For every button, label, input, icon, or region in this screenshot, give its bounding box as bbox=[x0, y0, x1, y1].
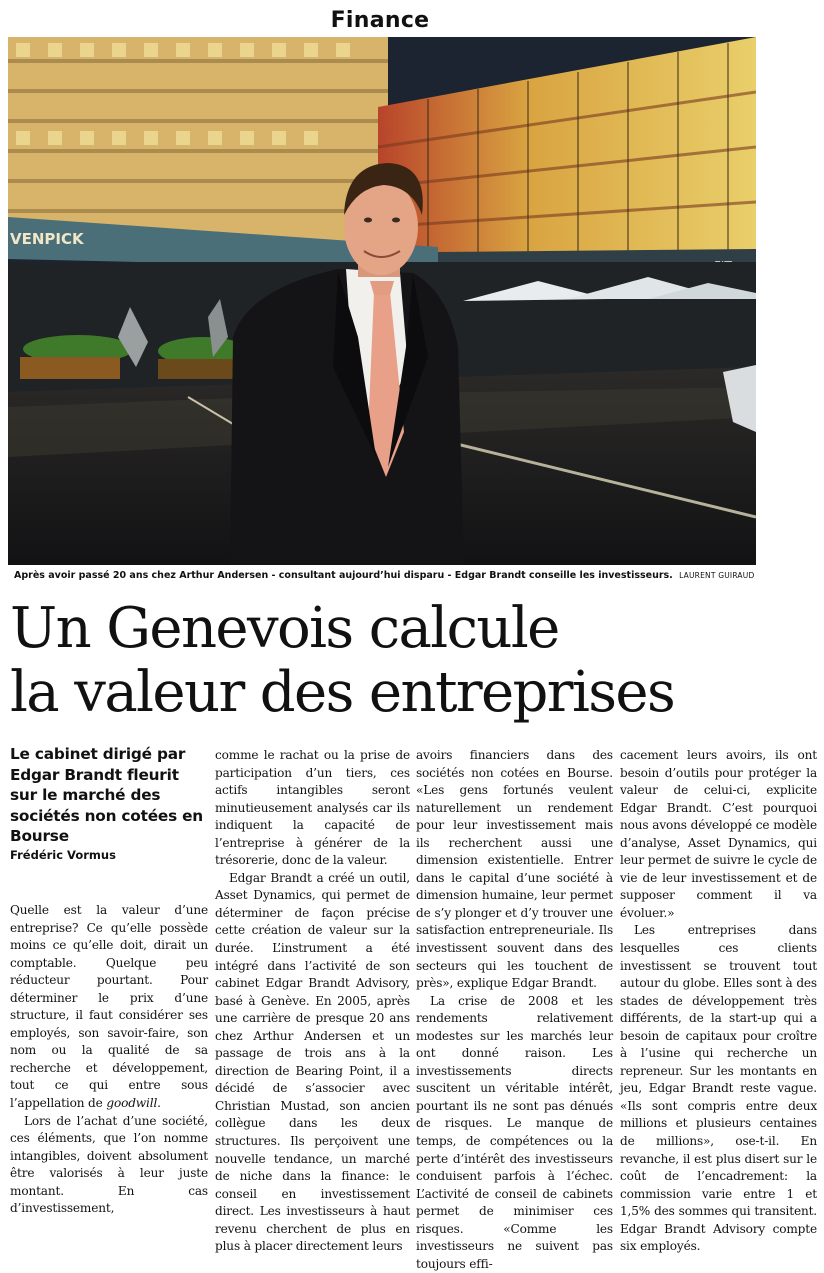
headline-line-1: Un Genevois calcule bbox=[10, 596, 559, 661]
paragraph: cacement leurs avoirs, ils ont besoin d’outils pour protéger la valeur de celui-ci, explicite Edgar Brandt. C’est pourquoi nous avons développé ce modèle d’analyse, Asset Dynamics, qui leur permet de suivre le cycle de vie de leur investissement et de supposer comment il va évoluer.» bbox=[620, 748, 817, 920]
paragraph: Edgar Brandt a créé un outil, Asset Dynamics, qui permet de déterminer de façon précise cette création de valeur sur la durée. L’instrument a été intégré dans l’activité de son cabinet Edgar Brandt Advisory, basé à Genève. En 2005, après une carrière de presque 20 ans chez Arthur Andersen et un passage de trois ans à la direction de Bearing Point, il a décidé de s’associer avec Christian Mustad, son ancien collègue dans les deux structures. Ils perçoivent une nouvelle tendance, un marché de niche dans la finance: le conseil en investissement direct. Les investisseurs à haut revenu cherchent de plus en plus à placer directement leurs bbox=[215, 870, 410, 1254]
paragraph: comme le rachat ou la prise de participation d’un tiers, ces actifs intangibles seront minutieusement analysés car ils indiquent la capacité de l’entreprise à générer de la trésorerie, donc de la valeur. bbox=[215, 748, 410, 868]
article-column-3 bbox=[416, 747, 613, 1273]
headline-line-2: la valeur des entreprises bbox=[10, 660, 675, 725]
emphasis-term: goodwill bbox=[106, 1096, 158, 1111]
photo-man-in-front-of-hotel-icon bbox=[8, 37, 756, 565]
article-column-1 bbox=[10, 902, 208, 1218]
deck: Le cabinet dirigé par Edgar Brandt fleurit sur le marché des sociétés non cotées en Bourse bbox=[10, 745, 203, 845]
article-column-2 bbox=[215, 747, 410, 1256]
paragraph: La crise de 2008 et les rendements relativement modestes sur les marchés leur ont donné raison. Les investissements directs suscitent un véritable intérêt, pourtant ils ne sont pas dénués de risques. Le manque de temps, de compétences ou la perte d’intérêt des investisseurs conduisent parfois à l’échec. L’activité de conseil de cabinets permet de minimiser ces risques. «Comme les investisseurs ne suivent pas toujours effi- bbox=[416, 993, 613, 1271]
photo-credit: LAURENT GUIRAUD bbox=[679, 571, 755, 580]
byline: Frédéric Vormus bbox=[10, 847, 116, 862]
headline bbox=[10, 597, 810, 725]
paragraph: Les entreprises dans lesquelles ces clients investissent se trouvent tout autour du globe. Elles sont à des stades de développement très différents, de la start-up qui a besoin de capitaux pour croître à l’usine qui recherche un repreneur. Sur les montants en jeu, Edgar Brandt reste vague. «Ils sont compris entre deux millions et plusieurs centaines de millions», ose-t-il. En revanche, il est plus disert sur le coût de l’encadrement: la commission varie entre 1 et 1,5% des sommes qui transitent. Edgar Brandt Advisory compte six employés. bbox=[620, 923, 817, 1254]
paragraph: Quelle est la valeur d’une entreprise? Ce qu’elle possède moins ce qu’elle doit, dirait un comptable. Quelque peu réducteur pourtant. Pour déterminer le prix d’une structure, il faut considérer ses employés, son savoir-faire, son nom ou la qualité de sa recherche et développement, tout ce qui entre sous l’appellation de goodwill. bbox=[10, 903, 208, 1111]
paragraph: Lors de l’achat d’une société, ces éléments, que l’on nomme intangibles, doivent absolument être valorisés à leur juste montant. En cas d’investissement, bbox=[10, 1113, 208, 1216]
photo-caption bbox=[14, 567, 774, 585]
article-photo bbox=[8, 37, 756, 565]
section-title: Finance bbox=[330, 8, 430, 33]
paragraph: avoirs financiers dans des sociétés non cotées en Bourse. «Les gens fortunés veulent naturellement un rendement pour leur investissement mais ils recherchent aussi une dimension existentielle. Entrer dans le capital d’une société à dimension humaine, leur permet de s’y plonger et d’y trouver une satisfaction entrepreneuriale. Ils investissent souvent dans des secteurs qui les touchent de près», explique Edgar Brandt. bbox=[416, 748, 613, 991]
article-column-4 bbox=[620, 747, 817, 1256]
caption-text: Après avoir passé 20 ans chez Arthur Andersen - consultant aujourd’hui disparu - Edgar Brandt conseille les investisseurs. bbox=[14, 570, 673, 581]
lead-box bbox=[10, 744, 210, 863]
sign-left: VENPICK bbox=[10, 230, 84, 248]
